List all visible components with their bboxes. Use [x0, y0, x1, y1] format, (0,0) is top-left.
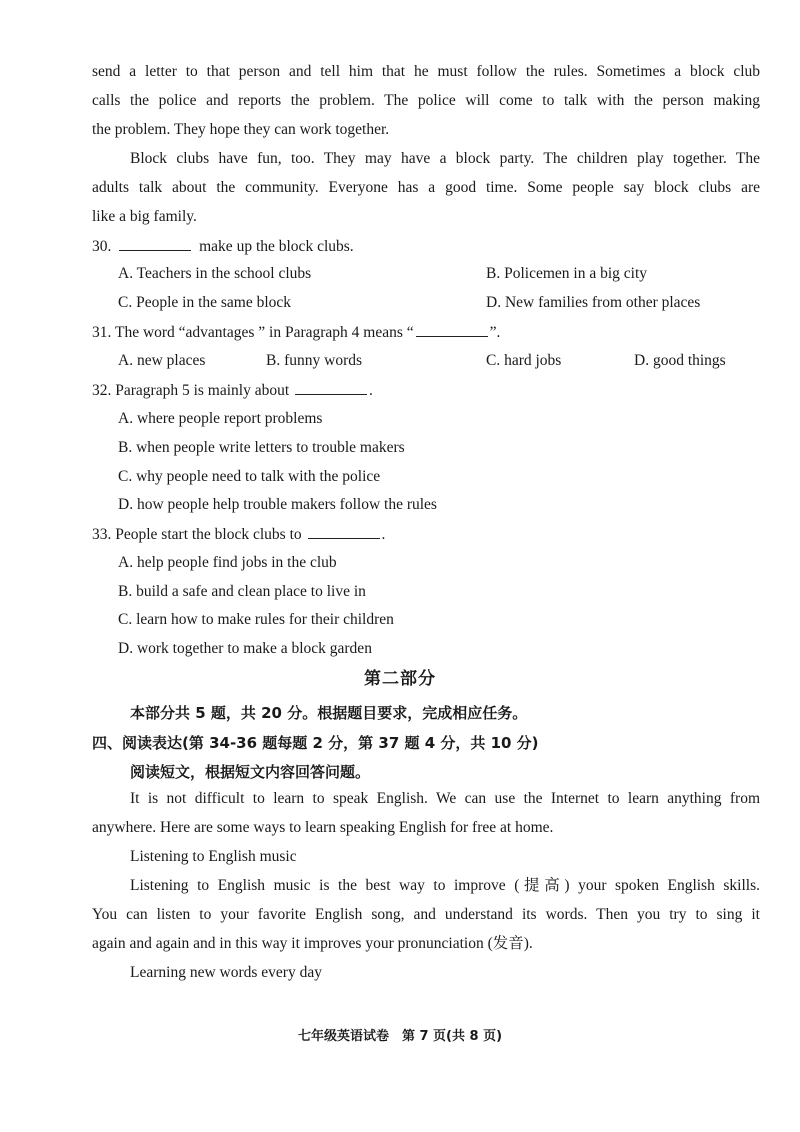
answer-blank[interactable] [416, 322, 488, 337]
section-heading: 四、阅读表达(第 34-36 题每题 2 分，第 37 题 4 分，共 10 分) [92, 734, 539, 752]
option-b[interactable]: B. Policemen in a big city [486, 265, 648, 282]
passage-line: send a letter to that person and tell him that he must follow the rules. Sometimes a block club [92, 63, 760, 80]
question-text: 33. People start the block clubs to [92, 526, 302, 543]
question-number: 30. [92, 238, 112, 255]
option-c[interactable]: C. People in the same block [118, 294, 292, 311]
part-two-title: 第二部分 [364, 669, 436, 689]
question-text: 32. Paragraph 5 is mainly about [92, 382, 290, 399]
passage-line: adults talk about the community. Everyone has a good time. Some people say block clubs are [92, 179, 760, 196]
option-d[interactable]: D. good things [634, 352, 726, 369]
part-two-intro: 本部分共 5 题，共 20 分。根据题目要求，完成相应任务。 [130, 704, 528, 722]
option-a[interactable]: A. help people find jobs in the club [118, 554, 337, 571]
question-30-stem [92, 236, 354, 257]
option-d[interactable]: D. work together to make a block garden [118, 640, 372, 657]
answer-blank[interactable] [308, 524, 380, 539]
option-b[interactable]: B. funny words [266, 352, 363, 369]
option-a[interactable]: A. Teachers in the school clubs [118, 265, 312, 282]
passage-line: again and again and in this way it improves your pronunciation (发音). [92, 935, 533, 952]
question-text-end: ”. [489, 324, 501, 341]
passage-line: anywhere. Here are some ways to learn speaking English for free at home. [92, 819, 554, 836]
option-a[interactable]: A. new places [118, 352, 206, 369]
passage-line: calls the police and reports the problem. The police will come to talk with the person making [92, 92, 760, 109]
passage-line: Listening to English music is the best way to improve (提高) your spoken English skills. [130, 877, 760, 894]
passage-line: the problem. They hope they can work together. [92, 121, 390, 138]
option-c[interactable]: C. why people need to talk with the police [118, 468, 381, 485]
option-c[interactable]: C. learn how to make rules for their children [118, 611, 394, 628]
passage-line: Block clubs have fun, too. They may have a block party. The children play together. The [130, 150, 760, 167]
option-d[interactable]: D. how people help trouble makers follow the rules [118, 496, 437, 513]
question-32-stem [92, 380, 373, 401]
question-31-stem [92, 322, 500, 343]
subheading: Learning new words every day [130, 964, 322, 981]
passage-line: like a big family. [92, 208, 197, 225]
instruction: 阅读短文，根据短文内容回答问题。 [130, 763, 371, 781]
page-footer: 七年级英语试卷 第 7 页(共 8 页) [297, 1029, 503, 1044]
question-text: 31. The word “advantages ” in Paragraph 4 means “ [92, 324, 414, 341]
option-d[interactable]: D. New families from other places [486, 294, 701, 311]
question-text-end: . [381, 526, 386, 543]
question-text: make up the block clubs. [199, 238, 354, 255]
passage-line: It is not difficult to learn to speak English. We can use the Internet to learn anything from [130, 790, 760, 807]
option-b[interactable]: B. build a safe and clean place to live in [118, 583, 366, 600]
question-text-end: . [369, 382, 373, 399]
question-33-stem [92, 524, 385, 545]
option-c[interactable]: C. hard jobs [486, 352, 562, 369]
subheading: Listening to English music [130, 848, 297, 865]
option-a[interactable]: A. where people report problems [118, 410, 323, 427]
option-b[interactable]: B. when people write letters to trouble makers [118, 439, 405, 456]
answer-blank[interactable] [119, 236, 191, 251]
answer-blank[interactable] [295, 380, 367, 395]
passage-line: You can listen to your favorite English song, and understand its words. Then you try to sing it [92, 906, 760, 923]
